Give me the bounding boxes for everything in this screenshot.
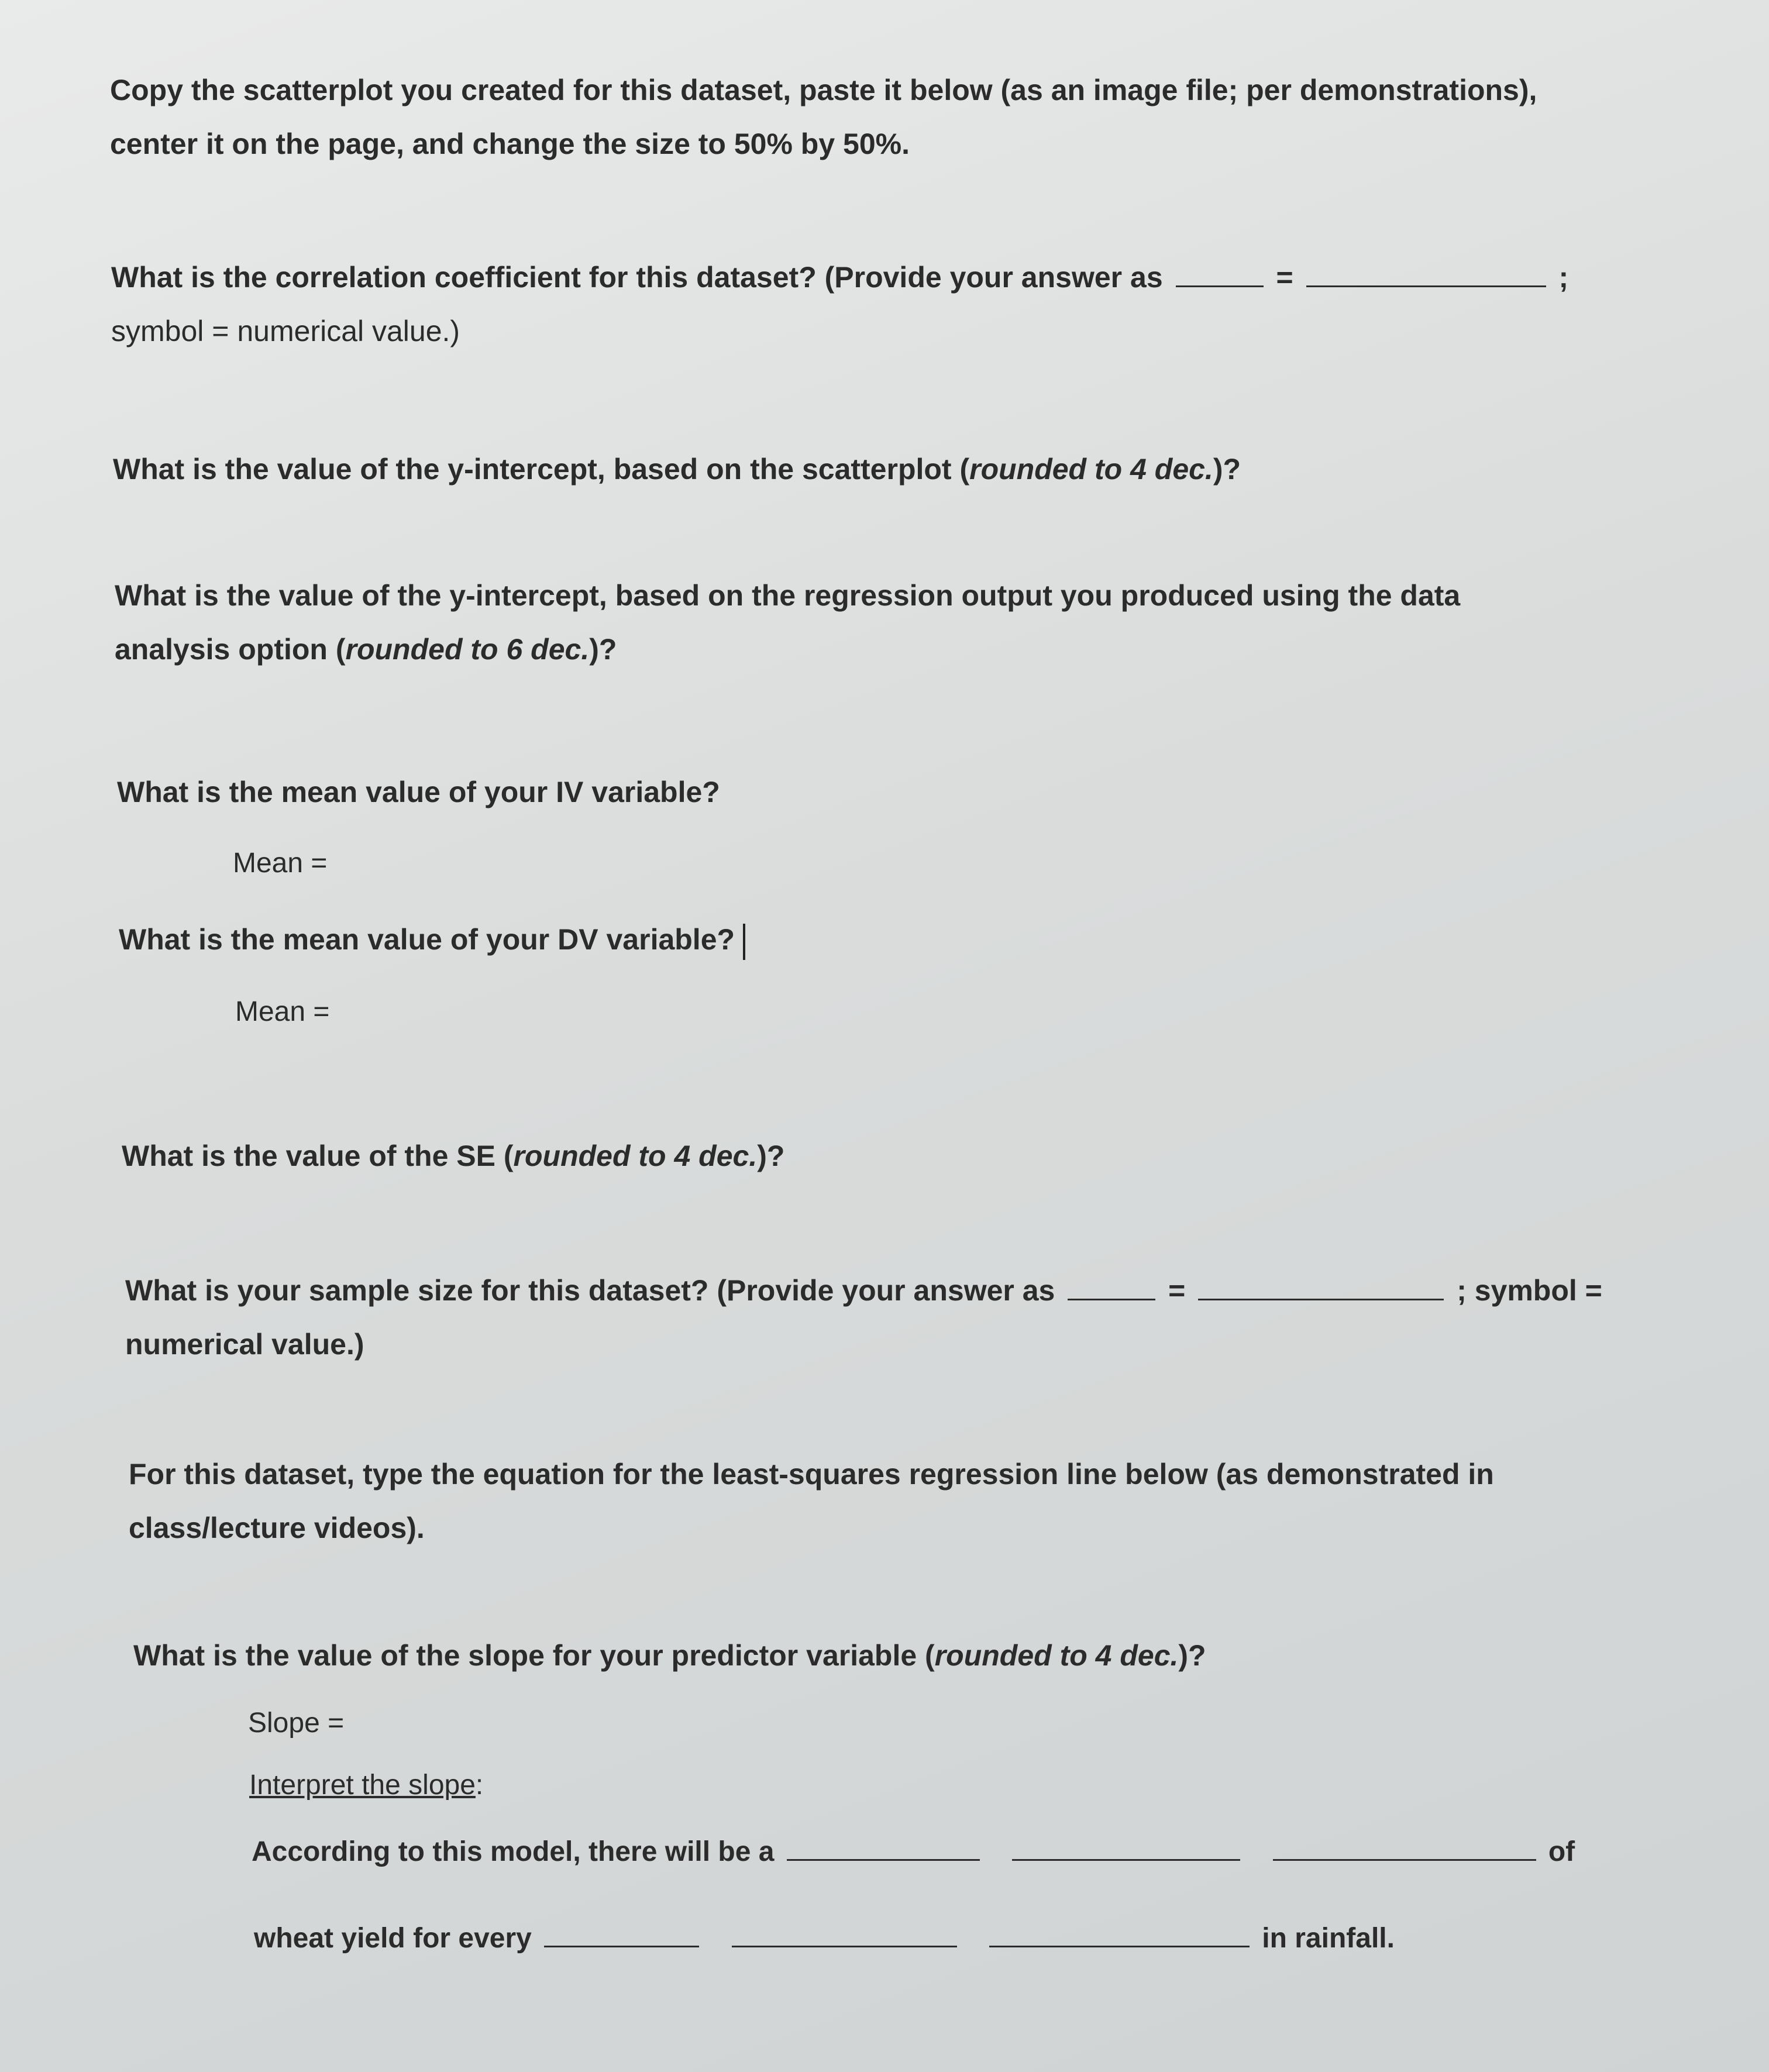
- symbol-blank[interactable]: [1176, 262, 1264, 287]
- answer-blank-3[interactable]: [1273, 1836, 1536, 1861]
- answer-blank-1[interactable]: [787, 1836, 980, 1861]
- equals-sign: =: [1168, 1274, 1186, 1307]
- question-iv-mean-text: What is the mean value of your IV variable?: [117, 776, 720, 808]
- question-regression-equation: [129, 1447, 1494, 1555]
- question-suffix: )?: [757, 1140, 785, 1172]
- model-sentence-text: According to this model, there will be a: [252, 1836, 775, 1867]
- rainfall-text: in rainfall.: [1262, 1923, 1395, 1954]
- question-iv-mean: [117, 765, 720, 819]
- answer-blank-4[interactable]: [544, 1922, 699, 1947]
- question-sample-size: [125, 1264, 1602, 1371]
- trailing-text: ; symbol =: [1457, 1274, 1602, 1307]
- question-correlation: [111, 250, 1568, 358]
- question-intercept-regression-line1: What is the value of the y-intercept, based on the regression output you produced using the data: [115, 579, 1461, 612]
- question-se-text: What is the value of the SE (: [122, 1140, 514, 1172]
- question-dv-mean-text: What is the mean value of your DV variable?: [119, 923, 735, 956]
- value-blank[interactable]: [1198, 1275, 1444, 1300]
- question-intercept-scatterplot-text: What is the value of the y-intercept, based on the scatterplot (: [113, 453, 970, 486]
- question-suffix: )?: [1178, 1639, 1206, 1672]
- dv-mean-label: Mean =: [235, 996, 330, 1027]
- model-sentence: [252, 1836, 1575, 1868]
- text-cursor: [743, 924, 745, 960]
- question-intercept-scatterplot: [113, 442, 1241, 496]
- question-correlation-line2: symbol = numerical value.): [111, 315, 460, 347]
- answer-blank-5[interactable]: [732, 1922, 957, 1947]
- question-sample-size-text: What is your sample size for this dataset? (Provide your answer as: [125, 1274, 1055, 1307]
- interpret-slope-label: Interpret the slope: [249, 1770, 476, 1801]
- rounding-note: rounded to 6 dec.: [345, 633, 590, 666]
- question-correlation-text: What is the correlation coefficient for this dataset? (Provide your answer as: [111, 261, 1163, 294]
- question-slope: [133, 1629, 1206, 1682]
- rounding-note: rounded to 4 dec.: [969, 453, 1213, 486]
- interpret-slope-heading: [249, 1769, 483, 1801]
- question-regression-equation-line1: For this dataset, type the equation for the least-squares regression line below (as demonstrated in: [129, 1458, 1494, 1491]
- rounding-note: rounded to 4 dec.: [513, 1140, 758, 1172]
- rounding-note: rounded to 4 dec.: [934, 1639, 1179, 1672]
- question-intercept-regression: [115, 569, 1460, 676]
- wheat-sentence-text: wheat yield for every: [254, 1923, 532, 1954]
- question-sample-size-line2: numerical value.): [125, 1328, 364, 1361]
- question-scatterplot: [110, 63, 1537, 171]
- wheat-sentence: [254, 1922, 1395, 1954]
- question-scatterplot-line2: center it on the page, and change the size to 50% by 50%.: [110, 128, 910, 160]
- answer-blank-2[interactable]: [1012, 1836, 1240, 1861]
- of-text: of: [1548, 1836, 1575, 1867]
- question-suffix: )?: [1213, 453, 1241, 486]
- answer-blank-6[interactable]: [989, 1922, 1250, 1947]
- question-suffix: )?: [589, 633, 617, 666]
- iv-mean-label: Mean =: [233, 848, 328, 879]
- question-se: [122, 1129, 784, 1183]
- question-regression-equation-line2: class/lecture videos).: [129, 1512, 425, 1544]
- equals-sign: =: [1276, 261, 1293, 294]
- symbol-blank[interactable]: [1068, 1275, 1155, 1300]
- value-blank[interactable]: [1306, 262, 1546, 287]
- semicolon: ;: [1558, 261, 1569, 294]
- slope-label: Slope =: [248, 1708, 345, 1739]
- question-intercept-regression-line2: analysis option (: [115, 633, 346, 666]
- question-slope-text: What is the value of the slope for your predictor variable (: [133, 1639, 935, 1672]
- question-dv-mean: [119, 913, 745, 966]
- question-scatterplot-line1: Copy the scatterplot you created for this dataset, paste it below (as an image file; per demonstrations),: [110, 74, 1537, 106]
- colon: :: [475, 1770, 484, 1801]
